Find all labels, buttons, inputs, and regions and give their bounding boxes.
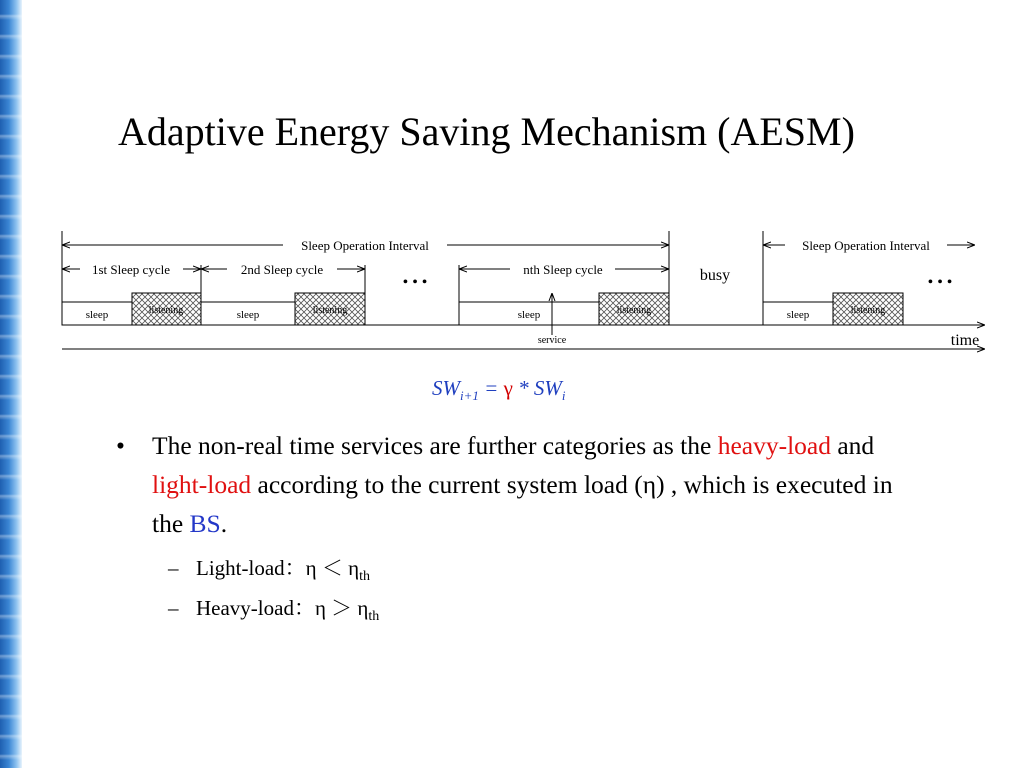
formula-gamma: γ <box>503 376 513 400</box>
busy-label: busy <box>699 267 731 284</box>
interval-label-1: Sleep Operation Interval <box>301 238 429 253</box>
listening-label: listening <box>148 305 184 316</box>
cycle-n-label: nth Sleep cycle <box>523 262 603 277</box>
sub-item-label: Light-load：η ＜ η <box>196 556 360 580</box>
formula-rhs-sub: i <box>561 388 566 404</box>
sub-item-dash: – <box>168 556 179 580</box>
formula-lhs-sub: i+1 <box>460 388 479 404</box>
bullet-marker: • <box>116 431 125 460</box>
interval-label-2: Sleep Operation Interval <box>802 238 930 253</box>
sleep-mode-timing-diagram <box>55 225 995 355</box>
cycle-2-label: 2nd Sleep cycle <box>240 262 324 277</box>
sub-item-dash: – <box>168 596 179 620</box>
cycle-1-label: 1st Sleep cycle <box>92 262 170 277</box>
sub-item-light-load <box>168 552 370 585</box>
listening-label: listening <box>850 305 886 316</box>
sub-item-subscript: th <box>359 569 370 585</box>
formula-rhs: SW <box>533 376 562 400</box>
main-bullet <box>116 426 916 543</box>
cycle-window-formula <box>432 376 565 404</box>
sub-item-heavy-load <box>168 592 379 625</box>
sleep-label: sleep <box>786 309 810 321</box>
slide-title: Adaptive Energy Saving Mechanism (AESM) <box>118 109 855 154</box>
ellipsis-2: • • • <box>927 274 953 291</box>
formula-lhs: SW <box>432 376 460 400</box>
bullet-end: . <box>220 509 228 538</box>
bullet-part-1: The non-real time services are further categories as the <box>152 431 718 460</box>
bullet-text <box>152 426 916 543</box>
sleep-label: sleep <box>236 309 260 321</box>
light-load-term: light-load <box>152 470 252 499</box>
listening-label: listening <box>312 305 348 316</box>
heavy-load-term: heavy-load <box>717 431 831 460</box>
sub-item-subscript: th <box>368 609 380 625</box>
service-label: service <box>537 335 567 346</box>
sleep-label: sleep <box>517 309 541 321</box>
bullet-part-2: according to the current system load (η) , which is executed in the <box>152 470 893 538</box>
sub-item-label: Heavy-load：η ＞ η <box>196 596 369 620</box>
bs-term: BS <box>189 509 221 538</box>
formula-eq: = <box>478 376 504 400</box>
formula-times: * <box>512 376 534 400</box>
time-axis-label: time <box>950 332 980 349</box>
listening-label: listening <box>616 305 652 316</box>
decorative-side-strip <box>0 0 22 768</box>
ellipsis-1: • • • <box>402 274 428 291</box>
bullet-and: and <box>830 431 875 460</box>
sleep-label: sleep <box>85 309 109 321</box>
